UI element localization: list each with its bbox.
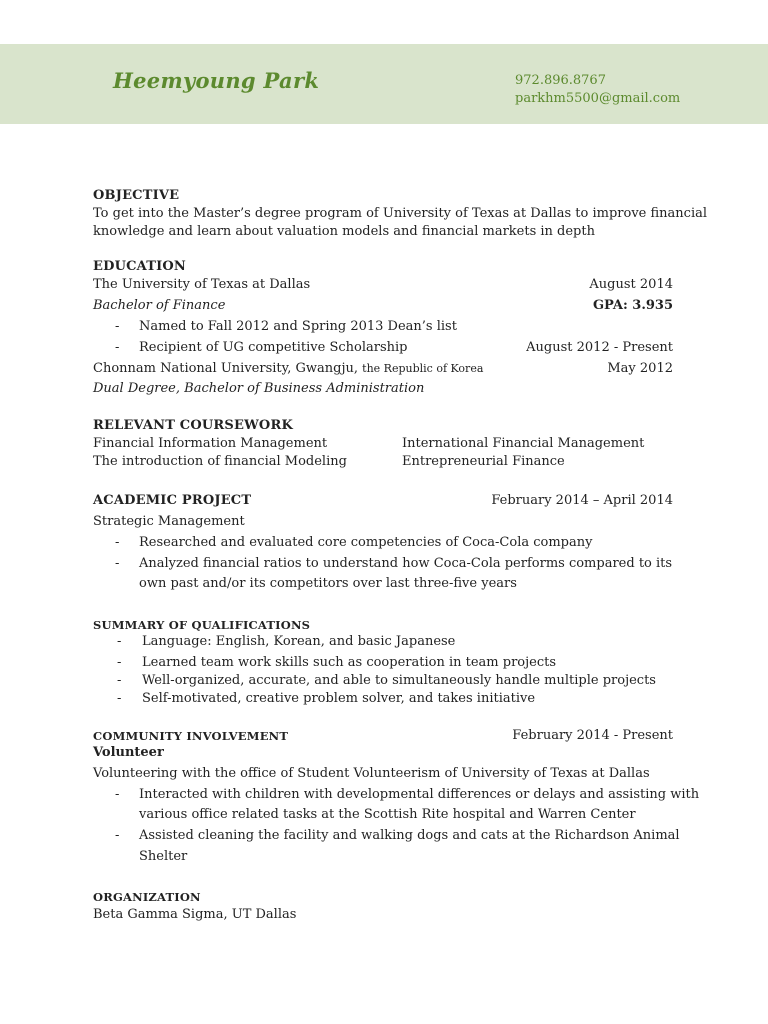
course-item: The introduction of financial Modeling <box>93 454 347 469</box>
project-bullet-cont: own past and/or its competitors over last three-five years <box>139 576 517 591</box>
school-date: August 2014 <box>589 277 673 292</box>
bullet-marker: - <box>115 535 120 550</box>
scholarship-date: August 2012 - Present <box>526 340 673 355</box>
bullet-marker: - <box>115 340 120 355</box>
email-address: parkhm5500@gmail.com <box>515 91 681 106</box>
phone-number: 972.896.8767 <box>515 73 606 88</box>
project-bullet: Researched and evaluated core competencies of Coca-Cola company <box>139 535 593 550</box>
organization-item: Beta Gamma Sigma, UT Dallas <box>93 907 297 922</box>
bullet-marker: - <box>117 691 122 706</box>
bullet-marker: - <box>117 655 122 670</box>
school-location: the Republic of Korea <box>362 362 484 375</box>
course-item: International Financial Management <box>402 436 645 451</box>
community-bullet: Assisted cleaning the facility and walking dogs and cats at the Richardson Animal <box>139 828 680 843</box>
bullet-marker: - <box>115 319 120 334</box>
coursework-heading: RELEVANT COURSEWORK <box>93 418 293 433</box>
community-bullet-cont: Shelter <box>139 849 188 864</box>
organization-heading: ORGANIZATION <box>93 890 201 904</box>
community-role: Volunteer <box>93 745 164 760</box>
objective-heading: OBJECTIVE <box>93 188 180 203</box>
qualification-item: Well-organized, accurate, and able to simultaneously handle multiple projects <box>142 673 656 688</box>
project-heading: ACADEMIC PROJECT <box>93 493 252 508</box>
community-heading: COMMUNITY INVOLVEMENT <box>93 729 289 743</box>
bullet-marker: - <box>115 556 120 571</box>
education-bullet: Named to Fall 2012 and Spring 2013 Dean’s list <box>139 319 457 334</box>
bullet-marker: - <box>117 673 122 688</box>
qualification-item: Learned team work skills such as cooperation in team projects <box>142 655 557 670</box>
qualification-item: Self-motivated, creative problem solver, and takes initiative <box>142 691 536 706</box>
school-name: The University of Texas at Dallas <box>93 277 311 292</box>
degree: Bachelor of Finance <box>93 298 226 313</box>
degree: Dual Degree, Bachelor of Business Administration <box>93 381 425 396</box>
school-name <box>93 360 483 378</box>
course-item: Entrepreneurial Finance <box>402 454 565 469</box>
education-heading: EDUCATION <box>93 259 187 274</box>
qualifications-heading: SUMMARY OF QUALIFICATIONS <box>93 618 311 632</box>
bullet-marker: - <box>115 828 120 843</box>
school-date: May 2012 <box>607 361 673 376</box>
community-description: Volunteering with the office of Student Volunteerism of University of Texas at Dallas <box>93 766 650 781</box>
community-date: February 2014 - Present <box>512 728 673 743</box>
gpa: GPA: 3.935 <box>592 298 673 313</box>
school-name-text: Chonnam National University, Gwangju, <box>93 361 359 376</box>
qualification-item: Language: English, Korean, and basic Japanese <box>142 634 456 649</box>
project-date: February 2014 – April 2014 <box>491 493 673 508</box>
bullet-marker: - <box>115 787 120 802</box>
candidate-name: Heemyoung Park <box>113 68 320 93</box>
project-title: Strategic Management <box>93 514 245 529</box>
project-bullet: Analyzed financial ratios to understand how Coca-Cola performs compared to its <box>139 556 673 571</box>
objective-line: knowledge and learn about valuation models and financial markets in depth <box>93 224 595 239</box>
education-bullet: Recipient of UG competitive Scholarship <box>139 340 408 355</box>
community-bullet-cont: various office related tasks at the Scottish Rite hospital and Warren Center <box>139 807 636 822</box>
community-bullet: Interacted with children with developmental differences or delays and assisting with <box>139 787 700 802</box>
course-item: Financial Information Management <box>93 436 328 451</box>
bullet-marker: - <box>117 634 122 649</box>
objective-line: To get into the Master’s degree program of University of Texas at Dallas to improve financial <box>93 206 708 221</box>
